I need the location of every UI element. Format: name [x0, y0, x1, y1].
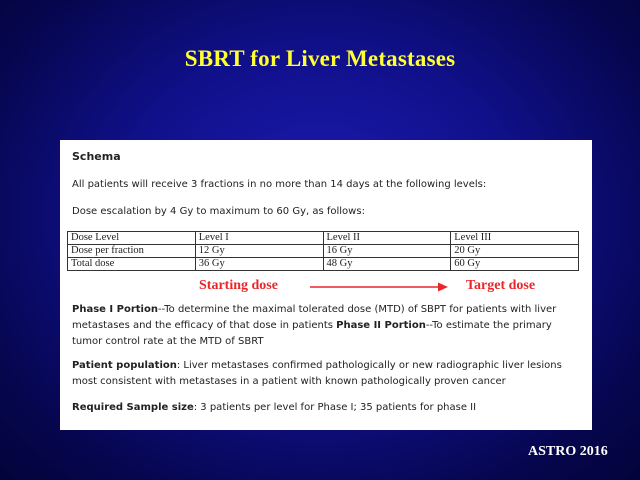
table-cell: 60 Gy — [451, 258, 579, 271]
table-row — [68, 258, 579, 271]
phase-i-text: --To determine the maximal tolerated dose (MTD) of SBPT for patients with liver metastases and the efficacy of that dose in patients — [72, 304, 557, 331]
phase-paragraph — [72, 302, 584, 350]
escalation-text: Dose escalation by 4 Gy to maximum to 60 Gy, as follows: — [72, 206, 365, 217]
table-row — [68, 245, 579, 258]
table-header-cell: Level III — [451, 232, 579, 245]
document-panel — [60, 140, 592, 430]
table-cell: Dose per fraction — [68, 245, 196, 258]
right-arrow-icon — [308, 281, 450, 293]
sample-text: : 3 patients per level for Phase I; 35 patients for phase II — [193, 402, 477, 413]
footer-label: ASTRO 2016 — [528, 444, 608, 459]
phase-ii-label: Phase II Portion — [336, 320, 426, 331]
population-label: Patient population — [72, 360, 177, 371]
table-cell: Total dose — [68, 258, 196, 271]
table-cell: 36 Gy — [195, 258, 323, 271]
table-header-row — [68, 232, 579, 245]
target-dose-label: Target dose — [466, 278, 536, 293]
table-header-cell: Level II — [323, 232, 451, 245]
phase-i-label: Phase I Portion — [72, 304, 158, 315]
dose-table — [67, 231, 579, 271]
table-cell: 16 Gy — [323, 245, 451, 258]
intro-text: All patients will receive 3 fractions in no more than 14 days at the following levels: — [72, 179, 487, 190]
population-paragraph — [72, 358, 584, 390]
phase-ii-text: --To estimate the primary tumor control rate at the MTD of SBRT — [72, 320, 552, 347]
table-cell: 20 Gy — [451, 245, 579, 258]
table-header-cell: Level I — [195, 232, 323, 245]
schema-heading: Schema — [72, 150, 121, 163]
table-cell: 48 Gy — [323, 258, 451, 271]
starting-dose-label: Starting dose — [199, 278, 278, 293]
sample-paragraph — [72, 400, 584, 416]
dose-annotation — [60, 276, 592, 296]
table-header-cell: Dose Level — [68, 232, 196, 245]
slide-title: SBRT for Liver Metastases — [184, 46, 456, 71]
population-text: : Liver metastases confirmed pathologically or new radiographic liver lesions most consistent with metastases in a patient with known pathologically proven cancer — [72, 360, 562, 387]
sample-label: Required Sample size — [72, 402, 194, 413]
table-cell: 12 Gy — [195, 245, 323, 258]
